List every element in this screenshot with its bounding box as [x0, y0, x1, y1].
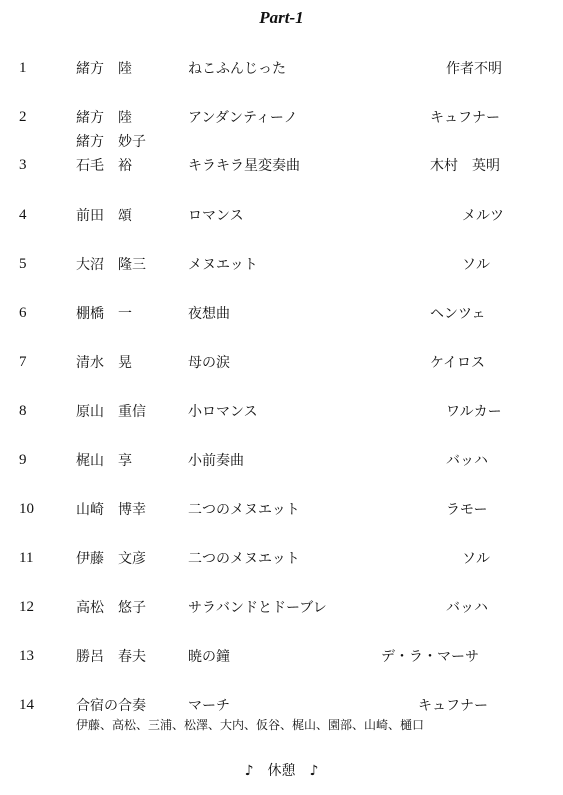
- row-number: 7: [19, 354, 27, 370]
- row-number: 11: [19, 550, 34, 566]
- composer-name: メルツ: [462, 208, 504, 224]
- performer-name: 勝呂 春夫: [76, 649, 146, 665]
- piece-title: アンダンティーノ: [188, 110, 298, 126]
- row-number: 4: [19, 207, 27, 223]
- row-number: 12: [19, 599, 34, 615]
- performer-name: 緒方 陸: [76, 61, 132, 77]
- intermission-label: ♪ 休憩 ♪: [244, 763, 319, 779]
- performer-name: 伊藤 文彦: [76, 551, 146, 567]
- composer-name: バッハ: [446, 453, 488, 469]
- program-title: Part-1: [259, 8, 304, 27]
- performer-name: 棚橋 一: [76, 306, 132, 322]
- composer-name: キュフナー: [418, 698, 488, 714]
- program-row: [0, 352, 563, 378]
- composer-name: 木村 英明: [430, 158, 500, 174]
- piece-title: ねこふんじった: [188, 61, 286, 77]
- performer-name: 緒方 陸: [76, 110, 132, 126]
- piece-title: サラバンドとドーブレ: [188, 600, 327, 616]
- composer-name: 作者不明: [446, 61, 502, 77]
- program-row: [0, 107, 563, 133]
- program-row: [0, 646, 563, 672]
- row-number: 3: [19, 157, 27, 173]
- program-row: [0, 548, 563, 574]
- performer-name: 清水 晃: [76, 355, 132, 371]
- composer-name: ワルカー: [446, 404, 502, 420]
- piece-title: マーチ: [188, 698, 230, 714]
- row-number: 2: [19, 109, 27, 125]
- piece-title: メヌエット: [188, 257, 258, 273]
- program-row: [0, 401, 563, 427]
- performer-name: 大沼 隆三: [76, 257, 146, 273]
- program-row: [0, 254, 563, 280]
- performer-name: 合宿の合奏: [76, 698, 146, 714]
- performer-name: 原山 重信: [76, 404, 146, 420]
- program-row: [0, 597, 563, 623]
- row-number: 8: [19, 403, 27, 419]
- ensemble-members: 伊藤、高松、三浦、松澤、大内、仮谷、梶山、園部、山崎、樋口: [76, 718, 425, 732]
- performer-name: 梶山 享: [76, 453, 132, 469]
- composer-name: ケイロス: [430, 355, 486, 371]
- program-row: [0, 499, 563, 525]
- row-number: 10: [19, 501, 34, 517]
- composer-name: デ・ラ・マーサ: [381, 649, 479, 665]
- row-number: 1: [19, 60, 27, 76]
- piece-title: 小ロマンス: [188, 404, 258, 420]
- piece-title: 二つのメヌエット: [188, 502, 300, 518]
- composer-name: ラモー: [446, 502, 488, 518]
- performer-name: 石毛 裕: [76, 158, 132, 174]
- performer-name-second: 緒方 妙子: [76, 134, 146, 150]
- piece-title: 二つのメヌエット: [188, 551, 300, 567]
- row-number: 5: [19, 256, 27, 272]
- program-row: [0, 450, 563, 476]
- program-row: [0, 58, 563, 84]
- piece-title: 母の涙: [188, 355, 230, 371]
- composer-name: ヘンツェ: [430, 306, 486, 322]
- row-number: 13: [19, 648, 34, 664]
- piece-title: キラキラ星変奏曲: [188, 158, 300, 174]
- row-number: 9: [19, 452, 27, 468]
- program-row: [0, 205, 563, 231]
- composer-name: ソル: [462, 257, 490, 273]
- composer-name: ソル: [462, 551, 490, 567]
- composer-name: バッハ: [446, 600, 488, 616]
- piece-title: 小前奏曲: [188, 453, 244, 469]
- row-number: 6: [19, 305, 27, 321]
- performer-name: 山崎 博幸: [76, 502, 146, 518]
- program-row: [0, 155, 563, 181]
- row-number: 14: [19, 697, 34, 713]
- performer-name: 前田 頌: [76, 208, 132, 224]
- piece-title: 夜想曲: [188, 306, 230, 322]
- program-row: [0, 303, 563, 329]
- performer-name: 高松 悠子: [76, 600, 146, 616]
- composer-name: キュフナー: [430, 110, 500, 126]
- piece-title: ロマンス: [188, 208, 244, 224]
- piece-title: 暁の鐘: [188, 649, 230, 665]
